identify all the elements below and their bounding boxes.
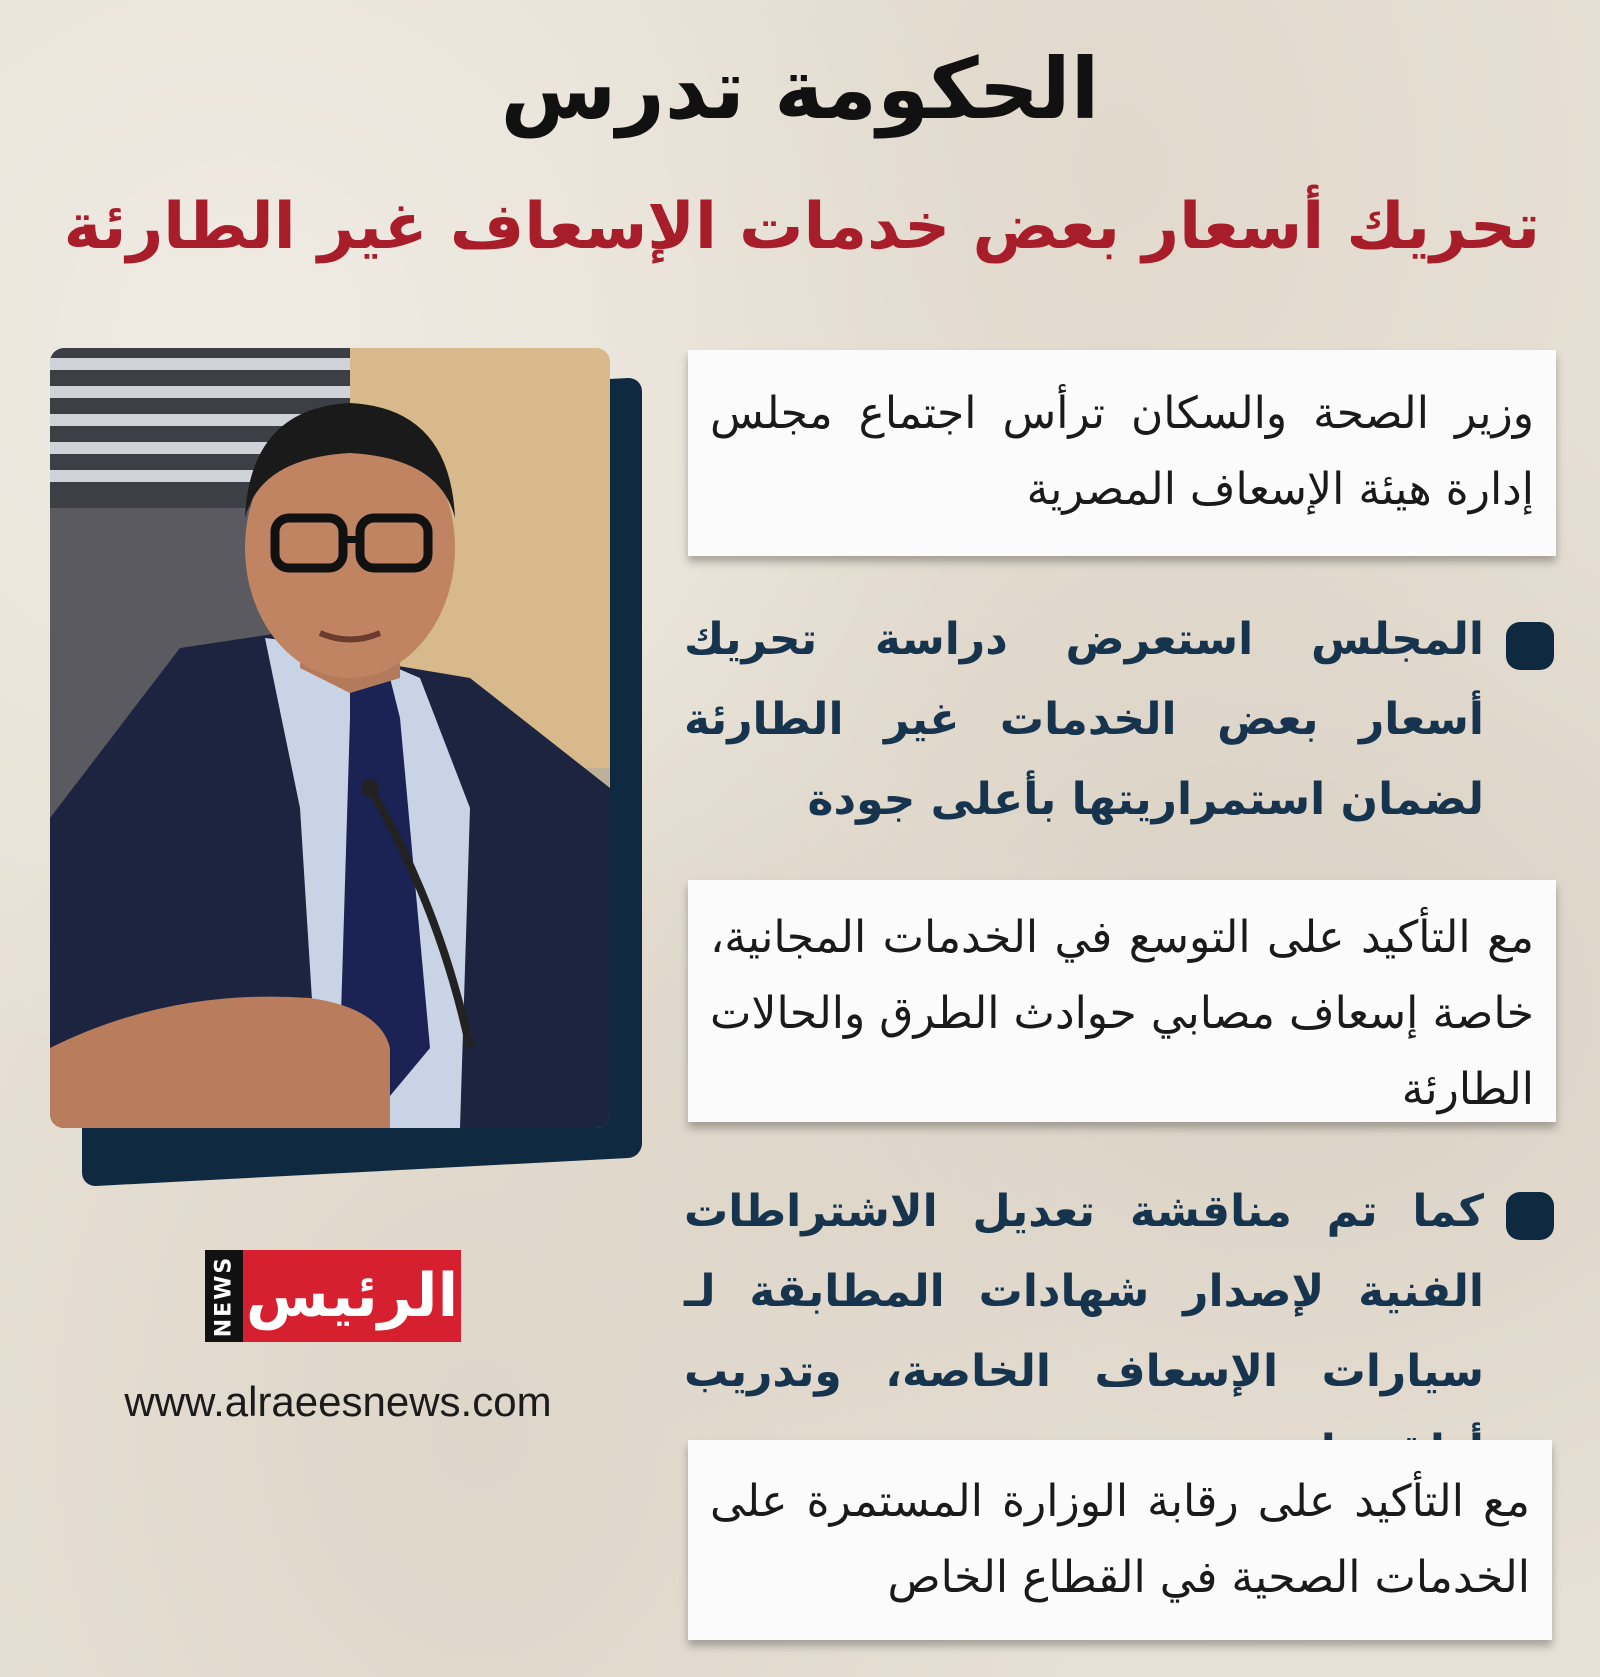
bullet-pricing-study: المجلس استعرض دراسة تحريك أسعار بعض الخدمات غير الطارئة لضمان استمراريتها بأعلى جودة bbox=[684, 614, 1484, 825]
bullet-technical-requirements: كما تم مناقشة تعديل الاشتراطات الفنية لإصدار شهادات المطابقة لـ سيارات الإسعاف الخاصة، وتدريب bbox=[684, 1186, 1484, 1397]
headline-subtitle: تحريك أسعار بعض خدمات الإسعاف غير الطارئة bbox=[63, 190, 1540, 264]
minister-portrait-illustration bbox=[50, 348, 610, 1128]
website-url: www.alraeesnews.com bbox=[124, 1378, 552, 1425]
info-box-oversight: مع التأكيد على رقابة الوزارة المستمرة على الخدمات الصحية في القطاع الخاص bbox=[688, 1440, 1552, 1640]
bullet-marker bbox=[1506, 1192, 1554, 1240]
logo-news-tag: NEWS bbox=[205, 1250, 243, 1342]
minister-photo bbox=[50, 348, 610, 1128]
bullet-marker bbox=[1506, 622, 1554, 670]
info-box-meeting: وزير الصحة والسكان ترأس اجتماع مجلس إدارة هيئة الإسعاف المصرية bbox=[688, 350, 1556, 556]
alraees-news-logo bbox=[205, 1250, 461, 1342]
headline-title: الحكومة تدرس bbox=[500, 40, 1100, 138]
info-box-free-services: مع التأكيد على التوسع في الخدمات المجانية، خاصة إسعاف مصابي حوادث الطرق والحالات الطارئة bbox=[688, 880, 1556, 1122]
logo-wordmark: الرئيس bbox=[243, 1250, 461, 1342]
